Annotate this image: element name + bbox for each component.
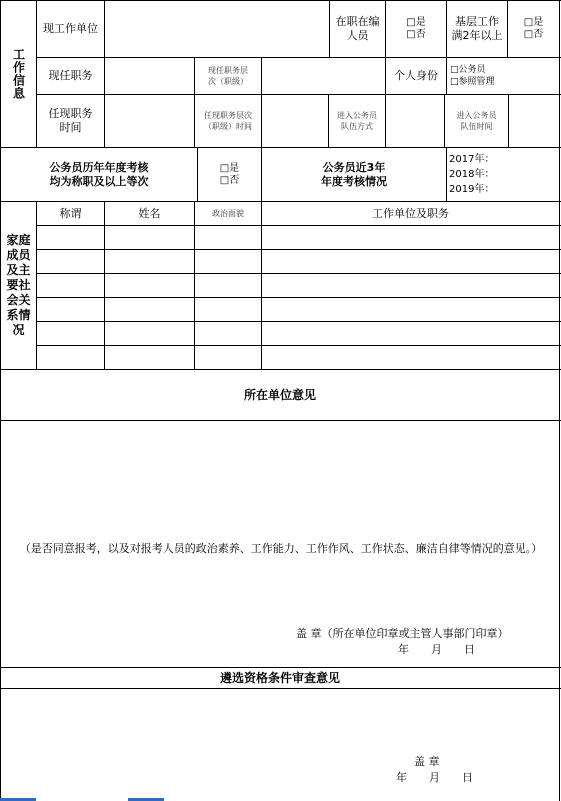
identity-checkboxes[interactable]: □公务员 □参照管理 [450, 65, 495, 87]
unit-opinion-seal: 盖 章（所在单位印章或主管人事部门印章） [296, 627, 509, 640]
current-post-field[interactable] [105, 58, 194, 94]
family-cell[interactable] [262, 346, 559, 369]
family-header-name: 姓名 [138, 206, 161, 220]
current-unit-label: 现工作单位 [43, 22, 98, 35]
current-rank-label: 现任职务层 次（职级） [208, 66, 248, 86]
family-cell[interactable] [195, 346, 261, 369]
family-cell[interactable] [195, 298, 261, 321]
on-staff-label: 在职在编 人员 [335, 15, 380, 42]
review-opinion-title: 遴选资格条件审查意见 [219, 671, 340, 685]
family-cell[interactable] [105, 274, 194, 297]
entry-time-label: 进入公务员 队伍时间 [456, 111, 497, 131]
annual-assessment-label: 公务员历年年度考核 均为称职及以上等次 [49, 160, 149, 188]
grassroots-label: 基层工作 满2年以上 [451, 15, 503, 42]
family-cell[interactable] [262, 322, 559, 345]
unit-opinion-instruction: （是否同意报考，以及对报考人员的政治素养、工作能力、工作作风、工作状态、廉洁自律等情况的意见。） [19, 541, 543, 555]
family-cell[interactable] [195, 250, 261, 273]
unit-opinion-title: 所在单位意见 [243, 388, 316, 402]
family-cell[interactable] [262, 250, 559, 273]
family-cell[interactable] [37, 250, 104, 273]
post-time-field[interactable] [105, 95, 194, 147]
family-cell[interactable] [262, 298, 559, 321]
family-section-label: 家庭成员及主要社会关系情况 [6, 233, 31, 337]
identity-label: 个人身份 [394, 69, 438, 82]
current-post-label: 现任职务 [48, 69, 93, 82]
unit-opinion-date: 年 月 日 [398, 643, 475, 656]
post-time-label: 任现职务 时间 [48, 107, 93, 134]
family-cell[interactable] [262, 226, 559, 249]
recent-assessment-label: 公务员近3年 年度考核情况 [321, 160, 387, 188]
rank-time-field[interactable] [262, 95, 328, 147]
work-info-section-label: 工作信息 [11, 48, 26, 100]
review-opinion-seal: 盖 章 [414, 755, 440, 768]
current-unit-field[interactable] [105, 1, 329, 57]
family-cell[interactable] [37, 346, 104, 369]
family-cell[interactable] [105, 226, 194, 249]
entry-time-field[interactable] [509, 95, 559, 147]
family-cell[interactable] [195, 226, 261, 249]
family-cell[interactable] [195, 322, 261, 345]
family-cell[interactable] [105, 322, 194, 345]
entry-method-field[interactable] [386, 95, 444, 147]
family-cell[interactable] [262, 274, 559, 297]
family-header-title: 称谓 [59, 206, 82, 220]
assessment-years[interactable]: 2017年： 2018年： 2019年： [449, 154, 495, 195]
family-header-political-status: 政治面貌 [212, 209, 244, 218]
family-cell[interactable] [37, 298, 104, 321]
family-cell[interactable] [105, 346, 194, 369]
entry-method-label: 进入公务员 队伍方式 [337, 111, 377, 131]
on-staff-checkboxes[interactable]: □是 □否 [406, 17, 426, 40]
annual-assessment-checkboxes[interactable]: □是 □否 [219, 162, 240, 186]
family-cell[interactable] [105, 250, 194, 273]
family-cell[interactable] [37, 226, 104, 249]
family-cell[interactable] [37, 322, 104, 345]
review-opinion-date: 年 月 日 [396, 771, 473, 784]
grassroots-checkboxes[interactable]: □是 □否 [523, 17, 544, 40]
family-cell[interactable] [195, 274, 261, 297]
family-header-employer: 工作单位及职务 [372, 206, 449, 220]
family-cell[interactable] [37, 274, 104, 297]
current-rank-field[interactable] [262, 58, 385, 94]
family-cell[interactable] [105, 298, 194, 321]
rank-time-label: 任现职务层次 （职级）时间 [204, 111, 252, 131]
